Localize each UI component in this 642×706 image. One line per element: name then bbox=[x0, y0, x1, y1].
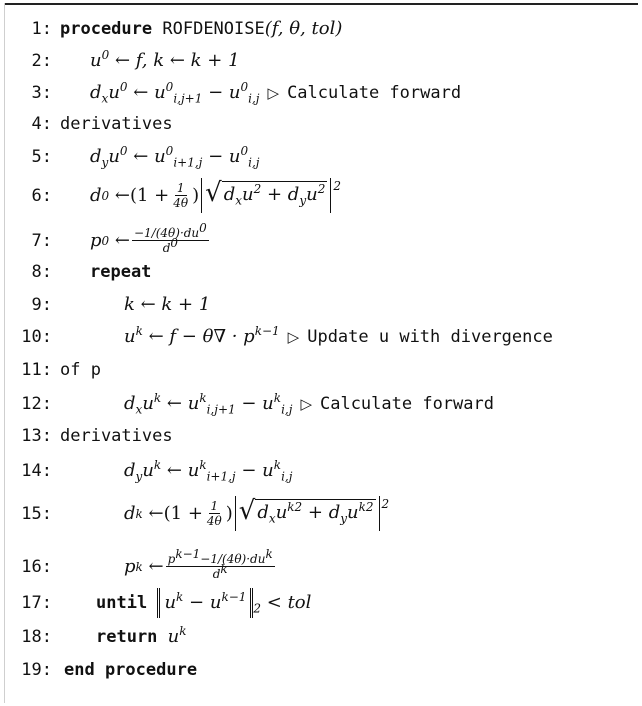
line-number: 18: bbox=[21, 626, 52, 647]
comment-text: Calculate forward bbox=[287, 82, 462, 103]
algo-line-19 bbox=[0, 660, 197, 680]
line-formula: $u^k - u^{k-1}_2$ < tol bbox=[157, 588, 311, 618]
line-formula: d k ← (1 + $\frac{1}{4\theta}$ ) √ $d_xu^{k2} + d_yu^{k2}$ $^2$ bbox=[124, 496, 389, 531]
comment-triangle-icon: ▷ bbox=[300, 394, 312, 413]
comment-text: Calculate forward bbox=[319, 393, 494, 414]
algo-line-2 bbox=[0, 50, 240, 71]
algo-line-14 bbox=[0, 458, 293, 484]
line-formula: k ← k + 1 bbox=[124, 294, 211, 315]
repeat-keyword: repeat bbox=[90, 262, 152, 282]
comment-triangle-icon: ▷ bbox=[267, 83, 280, 102]
line-number: 10: bbox=[21, 326, 52, 347]
algo-line-16 bbox=[0, 547, 277, 581]
line-formula: $d_yu^k$ ← $u^k_{i+1,j} - u^k_{i,j}$ bbox=[124, 458, 293, 484]
return-keyword: return bbox=[96, 626, 158, 647]
algo-line-8 bbox=[0, 262, 151, 282]
algo-line-3 bbox=[0, 80, 462, 106]
line-number: 19: bbox=[21, 660, 52, 680]
line-number: 4: bbox=[31, 114, 52, 134]
algo-line-15 bbox=[0, 496, 389, 531]
comment-triangle-icon: ▷ bbox=[287, 327, 300, 346]
algo-line-11 bbox=[0, 360, 101, 380]
line-formula: d 0 ← (1 + $\frac{1}{4\theta}$ ) √ $d_xu^2 + d_yu^2$ $^2$ bbox=[90, 178, 341, 213]
line-number: 11: bbox=[21, 360, 52, 380]
algo-line-7 bbox=[0, 221, 211, 255]
algo-line-1 bbox=[0, 18, 342, 39]
procedure-name: ROFDENOISE bbox=[162, 18, 265, 39]
line-number: 15: bbox=[21, 503, 52, 524]
line-number: 12: bbox=[21, 393, 52, 414]
end-procedure-keyword: end procedure bbox=[64, 660, 198, 680]
algo-line-17 bbox=[0, 588, 311, 618]
line-number: 13: bbox=[21, 426, 52, 446]
line-number: 6: bbox=[31, 185, 52, 206]
algo-line-9 bbox=[0, 294, 210, 315]
line-formula: p k ← $\frac{p^{k-1}-1/(4\theta)\cdot du^k}{d^k}$ bbox=[124, 547, 273, 581]
line-number: 9: bbox=[31, 294, 52, 315]
line-number: 16: bbox=[21, 556, 52, 577]
line-formula: $u^k$ bbox=[167, 624, 187, 647]
procedure-keyword: procedure bbox=[60, 18, 153, 39]
line-number: 8: bbox=[31, 262, 52, 282]
algo-line-12 bbox=[0, 391, 494, 417]
algo-line-13 bbox=[0, 426, 173, 446]
line-formula: $d_yu^0$ ← $u^0_{i+1,j} - u^0_{i,j}$ bbox=[90, 144, 260, 170]
procedure-args: (f, θ, tol) bbox=[264, 18, 343, 39]
line-formula: $u^k$ ← $f - \theta\nabla \cdot p^{k-1}$ bbox=[124, 324, 280, 347]
line-number: 14: bbox=[21, 460, 52, 481]
line-number: 1: bbox=[31, 18, 52, 39]
line-formula: p 0 ← $\frac{-1/(4\theta)\cdot du^0}{d^0}$ bbox=[90, 221, 207, 255]
algo-line-18 bbox=[0, 626, 187, 647]
comment-continuation: of p bbox=[60, 360, 101, 380]
algo-line-6 bbox=[0, 178, 341, 213]
algo-line-4 bbox=[0, 114, 173, 134]
line-number: 2: bbox=[31, 50, 52, 71]
line-formula: $d_xu^k$ ← $u^k_{i,j+1} - u^k_{i,j}$ bbox=[124, 391, 293, 417]
comment-continuation: derivatives bbox=[60, 114, 173, 134]
comment-continuation: derivatives bbox=[60, 426, 173, 446]
algo-line-10 bbox=[0, 326, 553, 347]
line-number: 17: bbox=[21, 593, 52, 613]
until-keyword: until bbox=[96, 593, 148, 613]
line-formula: $d_xu^0$ ← $u^0_{i,j+1} - u^0_{i,j}$ bbox=[90, 80, 260, 106]
line-number: 3: bbox=[31, 82, 52, 103]
line-number: 5: bbox=[31, 146, 52, 167]
line-formula: $u^0$ ← f, k ← k + 1 bbox=[90, 48, 240, 71]
line-number: 7: bbox=[31, 230, 52, 251]
top-rule bbox=[4, 3, 638, 5]
comment-text: Update u with divergence bbox=[307, 326, 553, 347]
algo-line-5 bbox=[0, 144, 260, 170]
